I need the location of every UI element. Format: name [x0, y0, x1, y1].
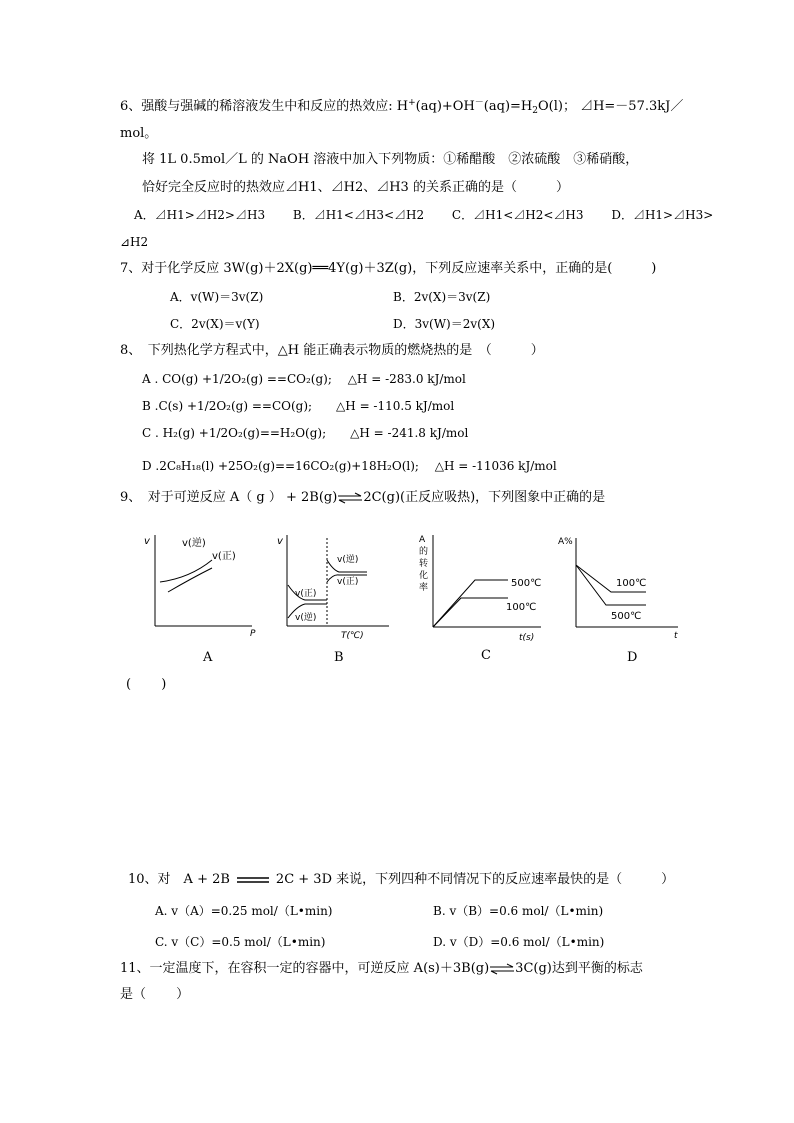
q7-option-d: D．3v(W)＝2v(X) [393, 317, 496, 331]
reversible-arrow-icon [489, 963, 515, 975]
q11-stem: 11、一定温度下，在容积一定的容器中，可逆反应 A(s)＋3B(g) 3C(g)达到平衡的标志 [120, 961, 643, 976]
graph-d-ylabel: A% [558, 537, 573, 547]
q10-option-a: A. v（A）=0.25 mol/（L•min) [155, 904, 333, 918]
graph-a-curve-reverse [160, 560, 212, 582]
graph-c-caption: C [481, 648, 491, 663]
q6-line1: 6、强酸与强碱的稀溶液发生中和反应的热效应: $H^+(aq)+OH^-(aq)=H_2O(l)$； ⊿H=－57.3kJ／ [120, 98, 684, 116]
graph-d-caption: D [627, 650, 638, 665]
graph-a [140, 530, 265, 640]
graph-d-label-100: 100℃ [616, 578, 647, 589]
q6-line4: 恰好完全反应时的热效应⊿H1、⊿H2、⊿H3 的关系正确的是（ ） [142, 180, 569, 195]
graph-b [275, 530, 400, 640]
graph-b-ylabel: v [277, 536, 283, 547]
graph-b-xlabel: T(℃) [341, 631, 364, 640]
q10-stem: 10、对 A + 2B 2C + 3D 来说，下列四种不同情况下的反应速率最快的是（ ） [128, 872, 675, 887]
q10-option-c: C. v（C）=0.5 mol/（L•min) [155, 935, 326, 949]
graph-a-ylabel: v [144, 536, 150, 547]
graph-a-label-forward: v(正) [212, 551, 236, 562]
graph-a-xlabel: P [250, 629, 256, 639]
graph-a-curve-forward [168, 568, 212, 592]
graph-c-ylabel-4: 化 [419, 571, 429, 581]
graph-b-caption: B [334, 650, 344, 665]
q8-option-b: B .C(s) +1/2O₂(g) ==CO(g); △H = -110.5 kJ/mol [142, 399, 455, 413]
q7-stem: 7、对于化学反应 3W(g)＋2X(g)══4Y(g)＋3Z(g)，下列反应速率关系中，正确的是( ) [120, 261, 657, 276]
graph-c-curve-100 [433, 598, 508, 627]
graph-b-label-top2: v(正) [337, 577, 359, 587]
q8-option-d: D .2C₈H₁₈(l) +25O₂(g)==16CO₂(g)+18H₂O(l); △H = -11036 kJ/mol [142, 459, 557, 473]
reversible-arrow-icon [337, 492, 363, 504]
graph-c-curve-500 [433, 580, 508, 627]
q8-option-c: C . H₂(g) +1/2O₂(g)==H₂O(g); △H = -241.8 kJ/mol [142, 426, 469, 440]
graph-c-ylabel-5: 率 [419, 583, 429, 593]
q9-stem: 9、 对于可逆反应 A（ g ） + 2B(g) 2C(g)(正反应吸热)，下列图象中正确的是 [120, 490, 606, 505]
q7-option-c: C．2v(X)＝v(Y) [170, 317, 260, 331]
graph-c-label-500: 500℃ [511, 578, 542, 589]
graph-d-label-500: 500℃ [611, 611, 642, 622]
graph-a-label-reverse: v(逆) [182, 538, 206, 549]
q7-option-b: B．2v(X)＝3v(Z) [393, 290, 491, 304]
graph-a-caption: A [203, 650, 213, 665]
graph-c-ylabel-1: A [419, 535, 426, 545]
graph-b-label-top1: v(逆) [337, 555, 359, 565]
q8-option-a: A . CO(g) +1/2O₂(g) ==CO₂(g); △H = -283.0 kJ/mol [142, 372, 466, 386]
graph-b-label-bot2: v(逆) [295, 613, 317, 623]
graph-b-label-bot1: v(正) [295, 589, 317, 599]
graph-c-ylabel-2: 的 [419, 547, 429, 557]
q9-answer-blank: ( ) [126, 677, 167, 692]
q7-option-a: A．v(W)＝3v(Z) [170, 290, 264, 304]
graph-c-xlabel: t(s) [519, 633, 535, 643]
graph-c [413, 530, 548, 645]
q6-line6: ⊿H2 [120, 235, 149, 249]
q6-line2: mol。 [120, 126, 158, 141]
q11-line2: 是（ ） [120, 987, 190, 1002]
q10-option-d: D. v（D）=0.6 mol/（L•min) [433, 935, 605, 949]
equals-double-line-icon [236, 874, 270, 886]
graph-c-ylabel-3: 转 [419, 559, 429, 569]
q6-line3: 将 1L 0.5mol／L 的 NaOH 溶液中加入下列物质：①稀醋酸 ②浓硫酸 ③稀硝酸， [142, 152, 639, 167]
graph-c-label-100: 100℃ [506, 602, 537, 613]
graph-d [556, 530, 686, 640]
graph-d-xlabel: t [674, 631, 678, 640]
q8-stem: 8、 下列热化学方程式中，△H 能正确表示物质的燃烧热的是 （ ） [120, 343, 544, 358]
q6-options: A．⊿H1>⊿H2>⊿H3 B．⊿H1<⊿H3<⊿H2 C．⊿H1<⊿H2<⊿H3 D．⊿H1>⊿H3> [134, 208, 714, 222]
q10-option-b: B. v（B）=0.6 mol/（L•min) [433, 904, 604, 918]
